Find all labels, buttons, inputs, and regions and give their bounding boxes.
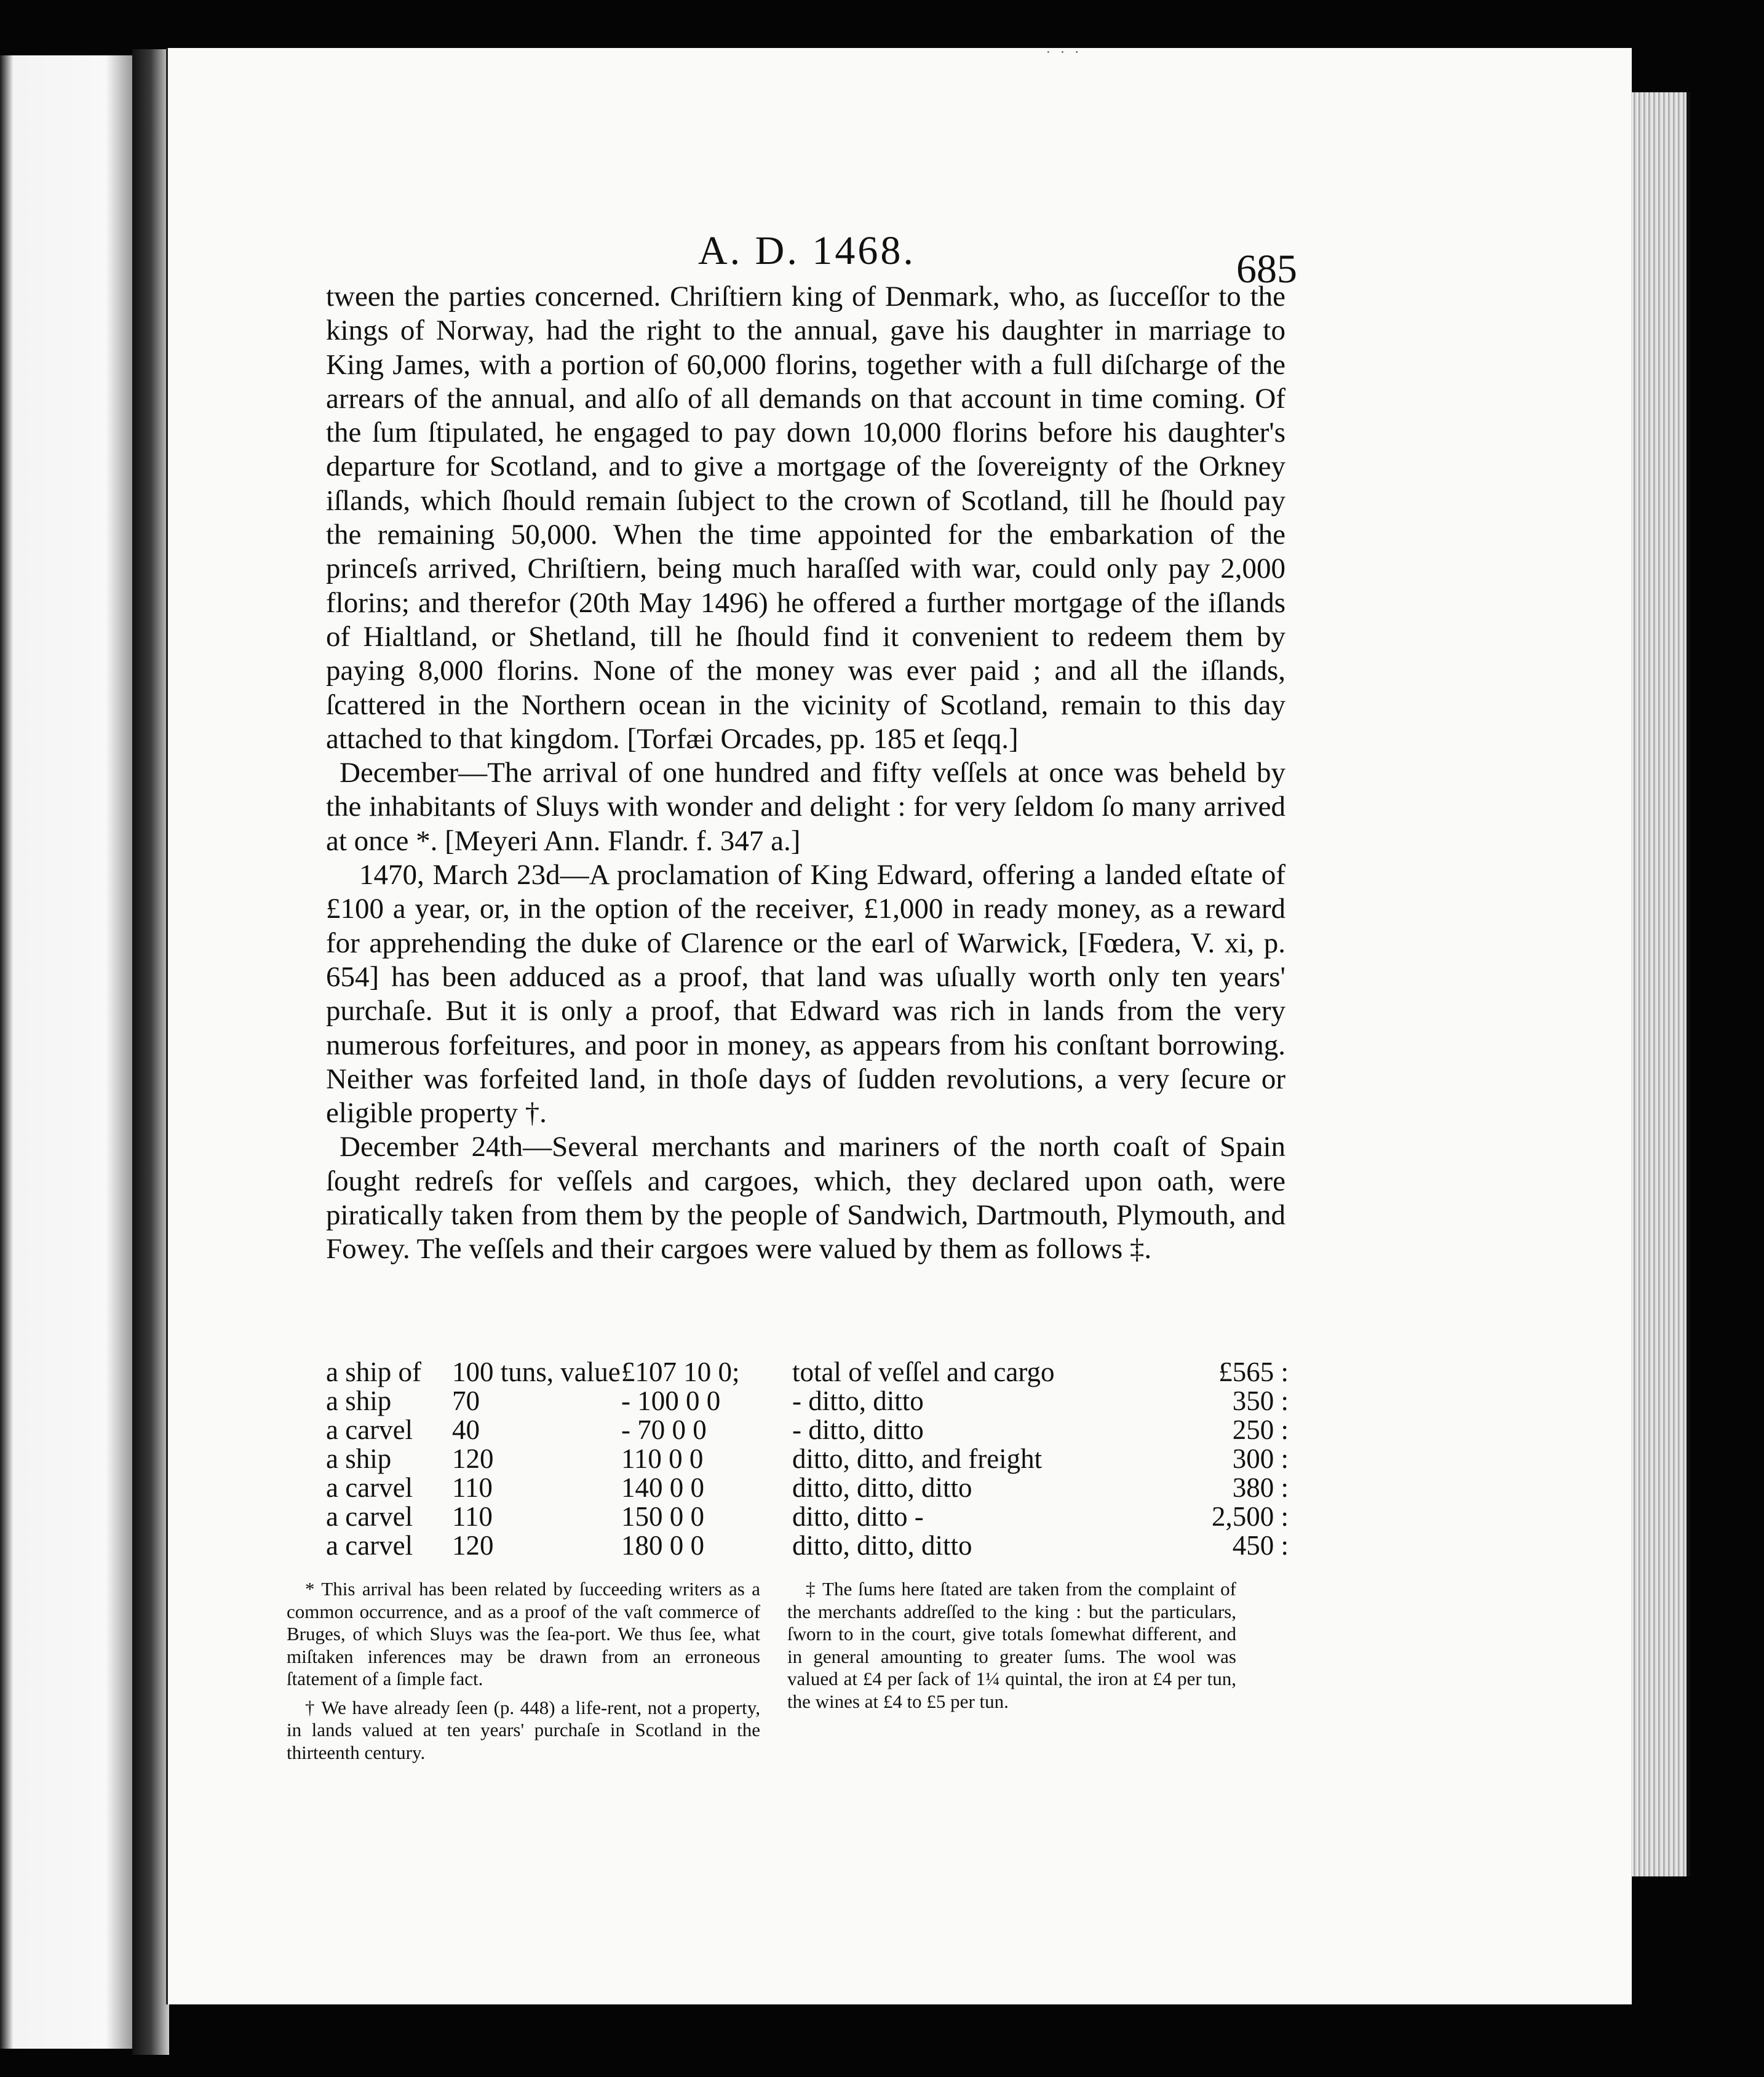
vessel-tuns: 110: [452, 1501, 493, 1532]
footnote-dagger: † We have already ſeen (p. 448) a life-rent, not a property, in lands valued at ten years' purchaſe in Scotland in the thirteenth century.: [287, 1696, 760, 1763]
footnote-asterisk: * This arrival has been related by ſucceeding writers as a common occurrence, and as a proof of the vaſt commerce of Bruges, of which Sluys was the ſea-port. We thus ſee, what miſtaken inferences may be drawn from an erroneous ſtatement of a ſimple fact.: [287, 1578, 760, 1689]
cargo-total: 350 :: [1232, 1385, 1289, 1416]
binding-mark: · · ·: [1046, 43, 1082, 61]
table-row: [326, 1529, 1289, 1561]
cargo-description: - ditto, ditto: [792, 1385, 924, 1416]
cargo-description: - ditto, ditto: [792, 1414, 924, 1445]
cargo-total: 450 :: [1232, 1530, 1289, 1561]
cargo-description: total of veſſel and cargo: [792, 1357, 1055, 1387]
vessel-value: £107 10 0;: [621, 1357, 740, 1387]
vessel-value: 140 0 0: [621, 1472, 704, 1503]
paragraph-december-sluys: December—The arrival of one hundred and fifty veſſels at once was beheld by the inhabitants of Sluys with wonder and delight : for very ſeldom ſo many arrived at once *. [Meyeri Ann. Flandr. f. 347 a.]: [326, 757, 1285, 857]
table-row: [326, 1501, 1289, 1532]
table-row: [326, 1414, 1289, 1445]
vessel-kind: a ship: [326, 1443, 392, 1474]
paragraph-spanish-merchants: December 24th—Several merchants and mariners of the north coaſt of Spain ſought redreſs for veſſels and cargoes, which, they declared upon oath, were piratically taken from them by the people of Sandwich, Dartmouth, Plymouth, and Fowey. The veſſels and their cargoes were valued by them as follows ‡.: [326, 1131, 1285, 1266]
paragraph-proclamation: 1470, March 23d—A proclamation of King Edward, offering a landed eſtate of £100 a year, or, in the option of the receiver, £1,000 in ready money, as a reward for apprehending the duke of Clarence or the earl of Warwick, [Fœdera, V. xi, p. 654] has been adduced as a proof, that land was uſually worth only ten years' purchaſe. But it is only a proof, that Edward was rich in lands from the very numerous forfeitures, and poor in money, as appears from his conſtant borrowing. Neither was forfeited land, in thoſe days of ſudden revolutions, a very ſecure or eligible property †.: [326, 859, 1285, 1130]
page-number: 685: [1236, 247, 1297, 292]
vessel-tuns: 100 tuns, value: [452, 1357, 621, 1387]
vessel-tuns: 70: [452, 1385, 480, 1416]
book-gutter: [132, 49, 169, 2055]
facing-page-edge: [0, 55, 132, 2049]
vessel-kind: a carvel: [326, 1501, 413, 1532]
vessel-kind: a carvel: [326, 1530, 413, 1561]
cargo-description: ditto, ditto -: [792, 1501, 924, 1532]
vessel-tuns: 120: [452, 1530, 494, 1561]
cargo-description: ditto, ditto, ditto: [792, 1530, 972, 1561]
cargo-description: ditto, ditto, and freight: [792, 1443, 1043, 1474]
body-text: [326, 280, 1285, 1267]
vessel-kind: a carvel: [326, 1472, 413, 1503]
cargo-total: 2,500 :: [1211, 1501, 1289, 1532]
vessel-kind: a ship of: [326, 1357, 421, 1387]
vessel-tuns: 120: [452, 1443, 494, 1474]
vessel-kind: a ship: [326, 1385, 392, 1416]
table-row: [326, 1472, 1289, 1503]
page-stack-edges: [1631, 92, 1690, 1876]
running-head: A. D. 1468.: [698, 228, 916, 273]
vessel-value: - 70 0 0: [621, 1414, 707, 1445]
cargo-total: 250 :: [1232, 1414, 1289, 1445]
footnotes-left-column: [287, 1578, 760, 1770]
vessel-value: 180 0 0: [621, 1530, 704, 1561]
footnotes-right-column: [787, 1578, 1236, 1719]
vessel-kind: a carvel: [326, 1414, 413, 1445]
vessel-value: 110 0 0: [621, 1443, 704, 1474]
vessel-value: 150 0 0: [621, 1501, 704, 1532]
table-row: [326, 1443, 1289, 1474]
vessel-value: - 100 0 0: [621, 1385, 721, 1416]
vessel-value-table: [326, 1356, 1289, 1561]
cargo-description: ditto, ditto, ditto: [792, 1472, 972, 1503]
footnote-double-dagger: ‡ The ſums here ſtated are taken from the complaint of the merchants addreſſed to the king : but the particulars, ſworn to in the court, give totals ſomewhat different, and in general amounting to greater ſums. The wool was valued at £4 per ſack of 1¼ quintal, the iron at £4 per tun, the wines at £4 to £5 per tun.: [787, 1578, 1236, 1712]
vessel-tuns: 40: [452, 1414, 480, 1445]
cargo-total: 300 :: [1232, 1443, 1289, 1474]
table-row: [326, 1356, 1289, 1387]
vessel-tuns: 110: [452, 1472, 493, 1503]
table-row: [326, 1385, 1289, 1416]
cargo-total: £565 :: [1218, 1357, 1289, 1387]
paragraph-christiern: tween the parties concerned. Chriſtiern king of Denmark, who, as ſucceſſor to the kings of Norway, had the right to the annual, gave his daughter in marriage to King James, with a portion of 60,000 florins, together with a full diſcharge of the arrears of the annual, and alſo of all demands on that account in time coming. Of the ſum ſtipulated, he engaged to pay down 10,000 florins before his daughter's departure for Scotland, and to give a mortgage of the ſovereignty of the Orkney iſlands, which ſhould remain ſubject to the crown of Scotland, till he ſhould pay the remaining 50,000. When the time appointed for the embarkation of the princeſs arrived, Chriſtiern, being much haraſſed with war, could only pay 2,000 florins; and therefor (20th May 1496) he offered a further mortgage of the iſlands of Hialtland, or Shetland, till he ſhould find it convenient to redeem them by paying 8,000 florins. None of the money was ever paid ; and all the iſlands, ſcattered in the Northern ocean in the vicinity of Scotland, remain to this day attached to that kingdom. [Torfæi Orcades, pp. 185 et ſeqq.]: [326, 281, 1285, 755]
cargo-total: 380 :: [1232, 1472, 1289, 1503]
